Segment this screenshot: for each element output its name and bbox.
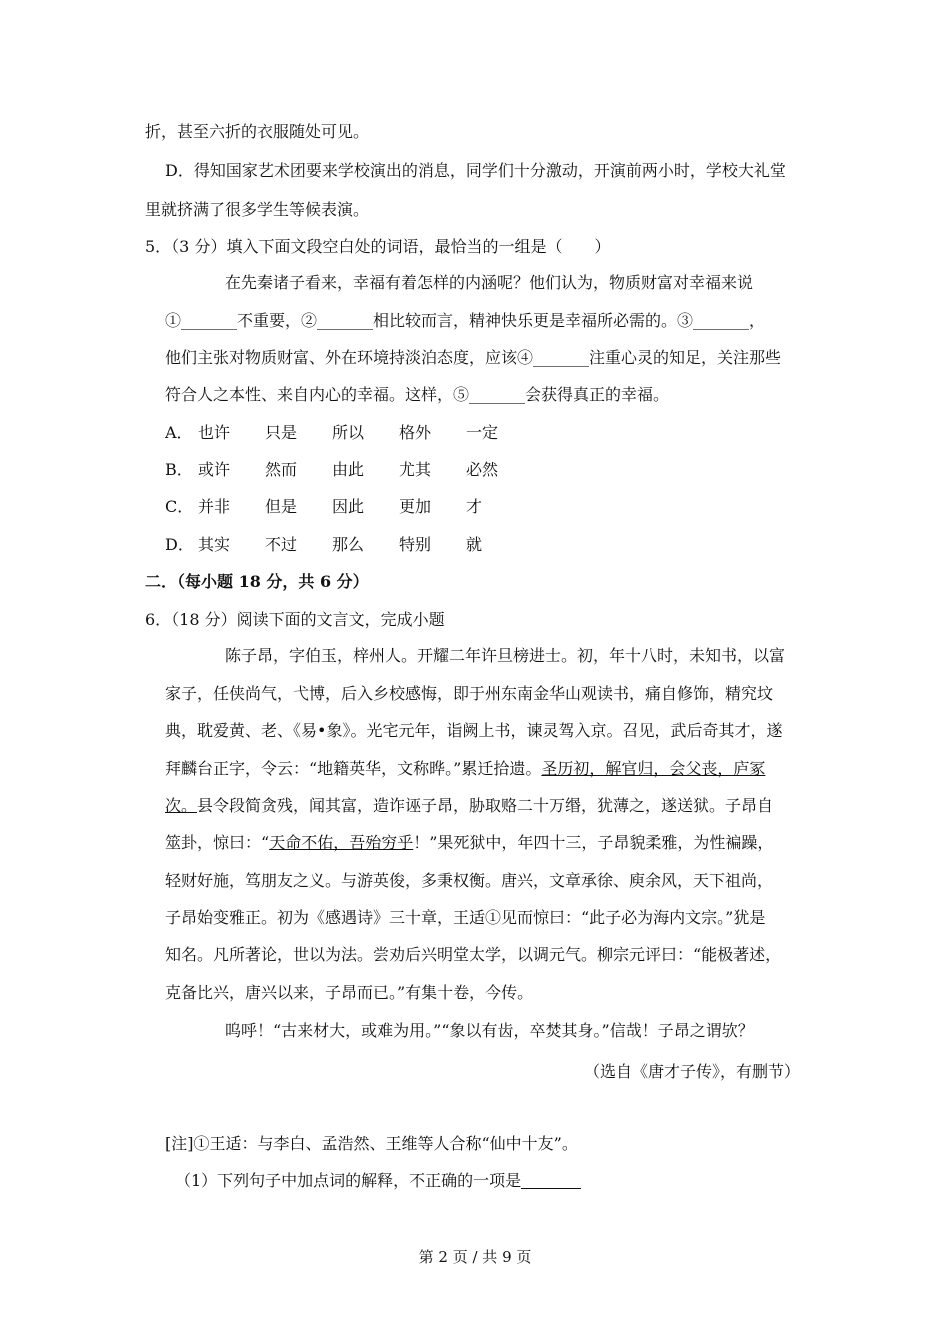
option-label: C． [165,497,194,516]
q6-passage-line [165,796,773,816]
option-word: 但是 [265,497,298,516]
q5-option-b [165,460,533,480]
q5-option-c [165,497,533,517]
subquestion-text: （1）下列句子中加点词的解释，不正确的一项是 [175,1171,522,1190]
q5-passage-line: 符合人之本性、来自内心的幸福。这样，⑤_______会获得真正的幸福。 [165,385,670,404]
passage-source: （选自《唐才子传》，有删节） [583,1062,800,1081]
page-footer: 第 2 页 / 共 9 页 [418,1248,532,1266]
prev-continuation: 折，甚至六折的衣服随处可见。 [145,122,370,141]
q5-passage-line: 在先秦诸子看来，幸福有着怎样的内涵呢？他们认为，物质财富对幸福来说 [225,273,754,292]
q6-passage-line: 知名。凡所著论，世以为法。尝劝后兴明堂太学，以调元气。柳宗元评曰：“能极著述， [165,945,782,964]
option-word: 尤其 [399,460,432,479]
option-word: 并非 [198,497,231,516]
option-word: 其实 [198,535,231,554]
q6-passage-line: 呜呼！“古来材大，或难为用。”“象以有齿，卒焚其身。”信哉！子昂之谓欤？ [225,1021,754,1040]
passage-text: ！”果死狱中，年四十三，子昂貌柔雅，为性褊躁， [413,833,774,852]
option-word: 然而 [265,460,298,479]
option-word: 由此 [332,460,365,479]
option-word: 更加 [399,497,432,516]
q5-option-a [165,423,533,443]
q6-passage-line: 典，耽爱黄、老、《易•象》。光宅元年，诣阙上书，谏灵驾入京。召见，武后奇其才，遂 [165,721,783,740]
section-heading: 二．（每小题 18 分，共 6 分） [145,572,369,591]
q5-stem: 5．（3 分）填入下面文段空白处的词语，最恰当的一组是（ ） [145,237,611,256]
option-label: D． [165,535,194,554]
option-word: 必然 [466,460,499,479]
underlined-quote: 天命不佑，吾殆穷乎 [269,833,414,852]
underlined-sentence: 圣历初，解官归，会父丧，庐冢 [541,759,766,778]
option-word: 所以 [332,423,365,442]
option-word: 特别 [399,535,432,554]
option-word: 才 [466,497,483,516]
underlined-sentence-end: 次。 [165,796,198,815]
annotation-note: [注]①王适：与李白、孟浩然、王维等人合称“仙中十友”。 [165,1134,578,1153]
q5-passage-line: 他们主张对物质财富、外在环境持淡泊态度，应该④_______注重心灵的知足，关注那些 [165,348,782,367]
q6-passage-line [165,833,773,853]
q5-passage-line: ①_______不重要，②_______相比较而言，精神快乐更是幸福所必需的。③_______， [165,311,766,330]
passage-text: 筮卦，惊曰：“ [165,833,270,852]
option-word: 一定 [466,423,499,442]
q6-passage-line: 陈子昂，字伯玉，梓州人。开耀二年许旦榜进士。初，年十八时，未知书，以富 [225,646,786,665]
option-word: 就 [466,535,483,554]
q6-subquestion-1 [175,1171,581,1191]
q5-option-d [165,535,533,555]
q6-passage-line: 轻财好施，笃朋友之义。与游英俊，多秉权衡。唐兴，文章承徐、庾余风，天下祖尚， [165,871,774,890]
answer-blank[interactable] [521,1172,581,1189]
option-word: 那么 [332,535,365,554]
option-d-line1: D．得知国家艺术团要来学校演出的消息，同学们十分激动，开演前两小时，学校大礼堂 [165,161,786,180]
option-word: 或许 [198,460,231,479]
option-word: 格外 [399,423,432,442]
q6-passage-line [165,759,765,779]
option-label: A． [165,423,193,442]
passage-text: 县令段简贪残，闻其富，造诈诬子昂，胁取赂二十万缗，犹薄之，遂送狱。子昂自 [197,796,774,815]
option-word: 也许 [198,423,231,442]
option-word: 不过 [265,535,298,554]
passage-text: 拜麟台正字，令云：“地籍英华，文称晔。”累迁拾遗。 [165,759,542,778]
option-d-line2: 里就挤满了很多学生等候表演。 [145,200,370,219]
q6-passage-line: 克备比兴，唐兴以来，子昂而已。”有集十卷，今传。 [165,983,534,1002]
option-label: B． [165,460,193,479]
q6-stem: 6．（18 分）阅读下面的文言文，完成小题 [145,610,445,629]
option-word: 只是 [265,423,298,442]
option-word: 因此 [332,497,365,516]
q6-passage-line: 家子，任侠尚气，弋博，后入乡校感悔，即于州东南金华山观读书，痛自修饰，精究坟 [165,684,774,703]
q6-passage-line: 子昂始变雅正。初为《感遇诗》三十章，王适①见而惊曰：“此子必为海内文宗。”犹是 [165,908,766,927]
